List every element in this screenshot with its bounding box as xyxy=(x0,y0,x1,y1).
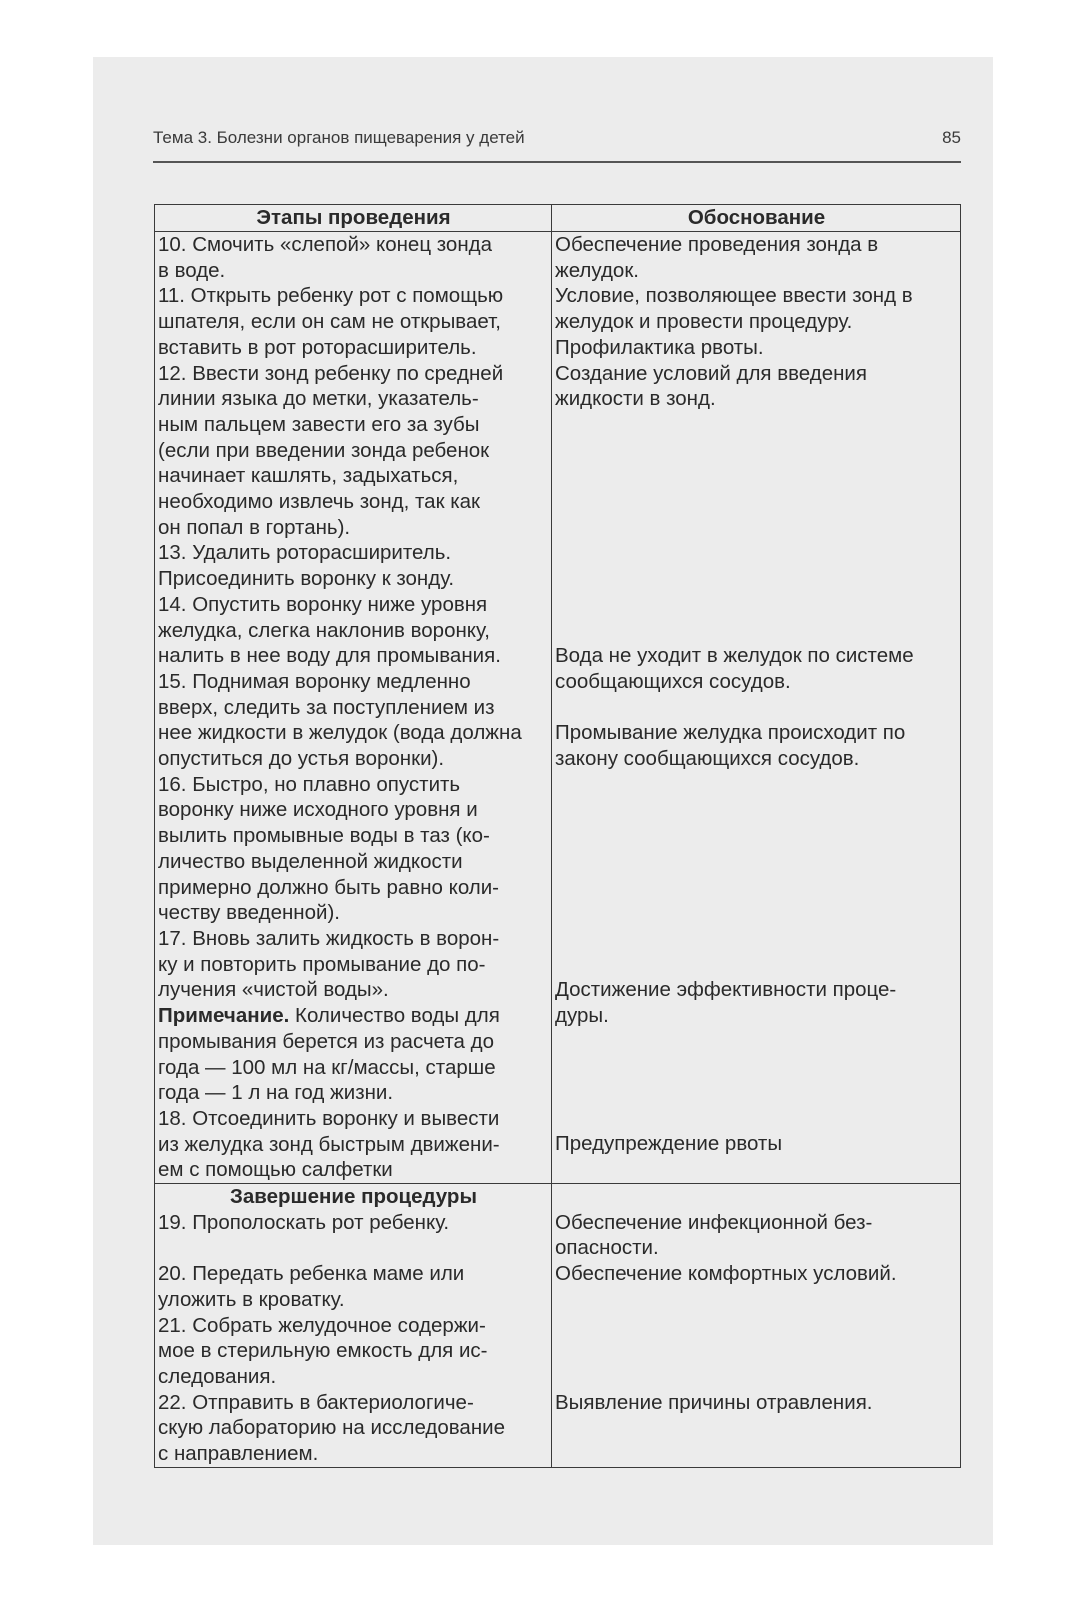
table-row xyxy=(155,1184,961,1468)
step-13: 13. Удалить роторасширитель. Присоединить воронку к зонду. xyxy=(158,541,455,591)
step-10: 10. Смочить «слепой» конец зонда в воде. xyxy=(158,233,493,282)
step-18: 18. Отсоединить воронку и вывести из желудка зонд быстрым движени- ем с помощью салфетки xyxy=(158,1106,500,1182)
rationale-12: Создание условий для введения жидкости в зонд. xyxy=(555,361,867,411)
step-20: 20. Передать ребенка маме или уложить в кроватку. xyxy=(158,1262,465,1311)
column-header-steps: Этапы проведения xyxy=(155,205,552,232)
page-number: 85 xyxy=(942,128,961,147)
header-rule xyxy=(153,161,961,163)
table-row xyxy=(155,232,961,1184)
rationale-cell xyxy=(552,232,961,1184)
rationale-14: Вода не уходит в желудок по системе сообщающихся сосудов. xyxy=(555,643,914,693)
step-17: 17. Вновь залить жидкость в ворон- ку и повторить промывание до по- лучения «чистой воды». xyxy=(158,926,500,1002)
rationale-22: Выявление причины отравления. xyxy=(555,1390,873,1414)
rationale-18: Предупреждение рвоты xyxy=(555,1132,783,1156)
section-title-completion: Завершение процедуры xyxy=(230,1185,477,1209)
step-19: 19. Прополоскать рот ребенку. xyxy=(158,1210,450,1234)
rationale-11: Условие, позволяющее ввести зонд в желудок и провести процедуру. Профилактика рвоты. xyxy=(555,284,913,359)
rationale-20: Обеспечение комфортных условий. xyxy=(555,1262,897,1286)
spacer xyxy=(555,1184,958,1210)
step-12: 12. Ввести зонд ребенку по средней линии языка до метки, указатель- ным пальцем завести его за зубы (если при введении зонда ребенок начинает кашлять, задыхаться, необходимо извлечь зонд, так как он попал в гортань). xyxy=(158,361,504,539)
step-15: 15. Поднимая воронку медленно вверх, следить за поступлением из нее жидкости в желудок (вода должна опуститься до устья воронки). xyxy=(158,669,522,771)
completion-rationale-cell xyxy=(552,1184,961,1468)
column-header-rationale: Обоснование xyxy=(552,205,961,232)
spacer xyxy=(555,771,958,977)
note-label: Примечание. xyxy=(158,1004,290,1028)
spacer xyxy=(555,694,958,720)
step-16: 16. Быстро, но плавно опустить воронку ниже исходного уровня и вылить промывные воды в таз (ко- личество выделенной жидкости примерно должно быть равно коли- честву введенной). xyxy=(158,772,500,925)
steps-cell xyxy=(155,232,552,1184)
rationale-19: Обеспечение инфекционной без- опасности. xyxy=(555,1210,873,1260)
running-header xyxy=(153,128,961,148)
spacer xyxy=(555,1028,958,1131)
running-title: Тема 3. Болезни органов пищеварения у детей xyxy=(153,128,525,147)
rationale-17: Достижение эффективности проце- дуры. xyxy=(555,978,897,1027)
note: Примечание. Количество воды для промывания берется из расчета до года — 100 мл на кг/массы, старше года — 1 л на год жизни. xyxy=(158,1004,500,1105)
step-14: 14. Опустить воронку ниже уровня желудка, слегка наклонив воронку, налить в нее воду для промывания. xyxy=(158,592,501,668)
spacer xyxy=(555,412,958,643)
rationale-10: Обеспечение проведения зонда в желудок. xyxy=(555,233,879,282)
step-21: 21. Собрать желудочное содержи- мое в стерильную емкость для ис- следования. xyxy=(158,1313,488,1388)
spacer xyxy=(158,1235,549,1261)
completion-steps-cell xyxy=(155,1184,552,1468)
spacer xyxy=(555,1287,958,1390)
procedure-table xyxy=(154,204,961,1468)
rationale-15: Промывание желудка происходит по закону сообщающихся сосудов. xyxy=(555,721,906,770)
step-22: 22. Отправить в бактериологиче- скую лабораторию на исследование с направлением. xyxy=(158,1390,505,1466)
table-header-row xyxy=(155,205,961,232)
step-11: 11. Открыть ребенку рот с помощью шпателя, если он сам не открывает, вставить в рот роторасширитель. xyxy=(158,284,504,359)
